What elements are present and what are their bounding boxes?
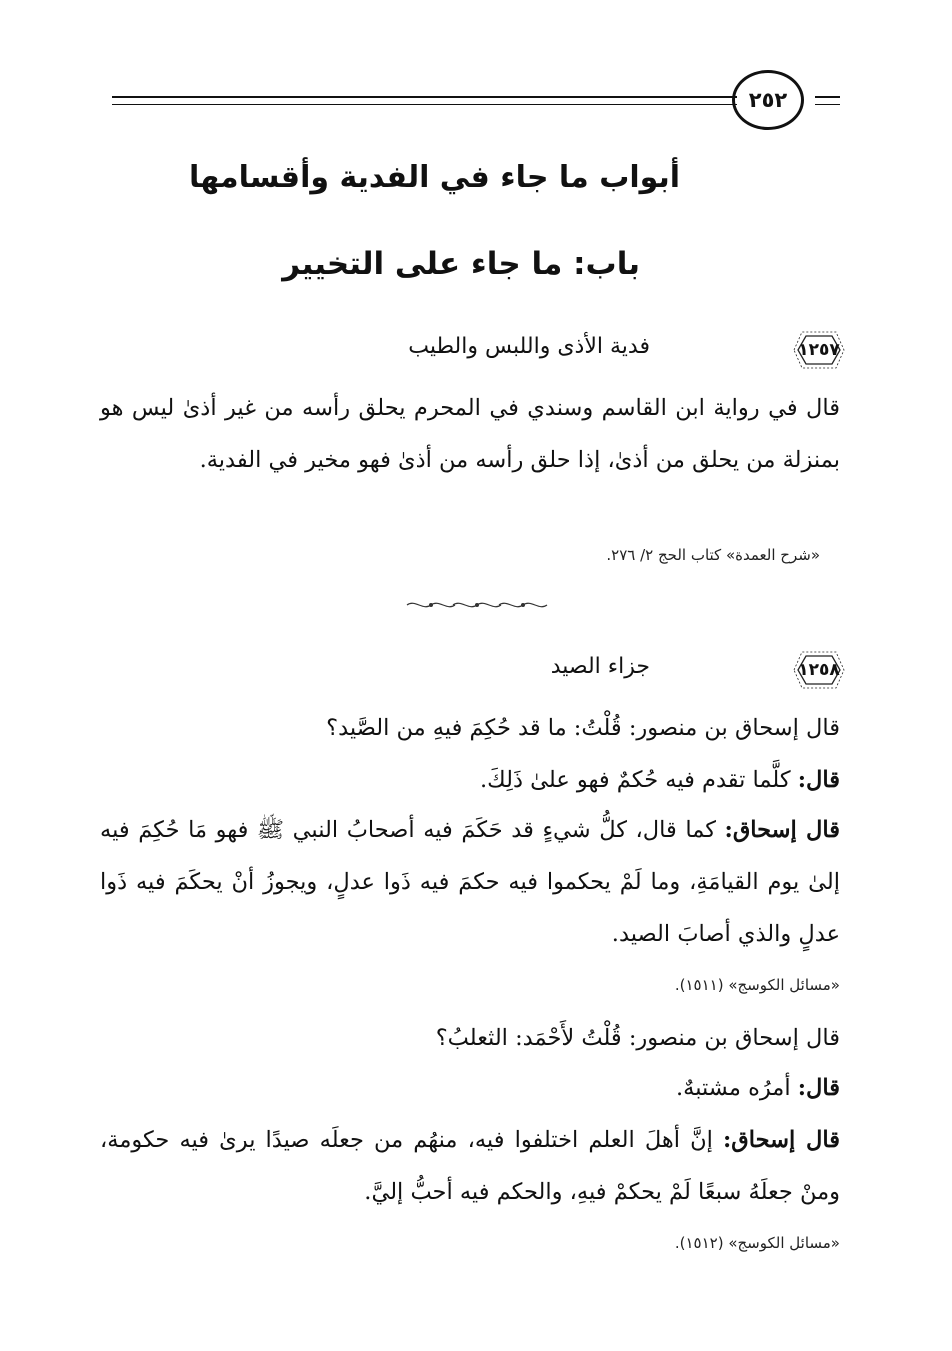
header-rule (815, 104, 840, 105)
divider-ornament-icon (405, 598, 550, 612)
chapter-title: أبواب ما جاء في الفدية وأقسامها (188, 160, 680, 195)
paragraph: قال إسحاق بن منصور: قُلْتُ لأَحْمَد: الثعلبُ؟ (435, 1025, 840, 1051)
entry-title: فدية الأذى واللبس والطيب (408, 334, 650, 359)
paragraph: قال إسحاق: إنَّ أهلَ العلم اختلفوا فيه، منهُم من جعلَه صيدًا يرىٰ فيه حكومة، ومنْ جعلَهُ سبعًا لَمْ يحكمْ فيهِ، والحكم فيه أحبُّ إليَّ. (100, 1127, 840, 1205)
page-number: ٢٥٢ (732, 70, 804, 130)
entry-number-badge (792, 330, 846, 370)
entry-number-badge (792, 650, 846, 690)
paragraph: قال: أمرُه مشتبهٌ. (676, 1075, 840, 1101)
paragraph: قال: كلَّما تقدم فيه حُكمٌ فهو علىٰ ذَلِكَ. (479, 767, 840, 793)
source-citation: «مسائل الكوسج» (١٥١١). (674, 976, 840, 994)
paragraph: قال إسحاق: كما قال، كلُّ شيءٍ قد حَكَمَ فيه أصحابُ النبي ﷺ فهو مَا حُكِمَ فيه إلىٰ يوم القيامَةِ، وما لَمْ يحكموا فيه حكمَ فيه ذَوا عدلٍ، ويجوزُ أنْ يحكَمَ فيه ذَوا عدلٍ والذي أصابَ الصيد. (100, 817, 840, 947)
source-citation: «شرح العمدة» كتاب الحج ٢/ ٢٧٦. (606, 546, 820, 564)
paragraph: قال إسحاق بن منصور: قُلْتُ: ما قد حُكِمَ فيهِ من الصَّيد؟ (326, 715, 840, 741)
header-rule (112, 104, 737, 105)
section-title: باب: ما جاء على التخيير (282, 246, 640, 282)
source-citation: «مسائل الكوسج» (١٥١٢). (674, 1234, 840, 1252)
header-rule (112, 96, 737, 98)
entry-number: ١٢٥٧ (798, 340, 840, 360)
entry-number: ١٢٥٨ (798, 660, 840, 680)
paragraph: قال في رواية ابن القاسم وسندي في المحرم يحلق رأسه من غير أذىٰ ليس هو بمنزلة من يحلق من أذىٰ، إذا حلق رأسه من أذىٰ فهو مخير في الفدية. (100, 395, 840, 473)
header-rule (815, 96, 840, 98)
entry-title: جزاء الصيد (550, 654, 650, 679)
